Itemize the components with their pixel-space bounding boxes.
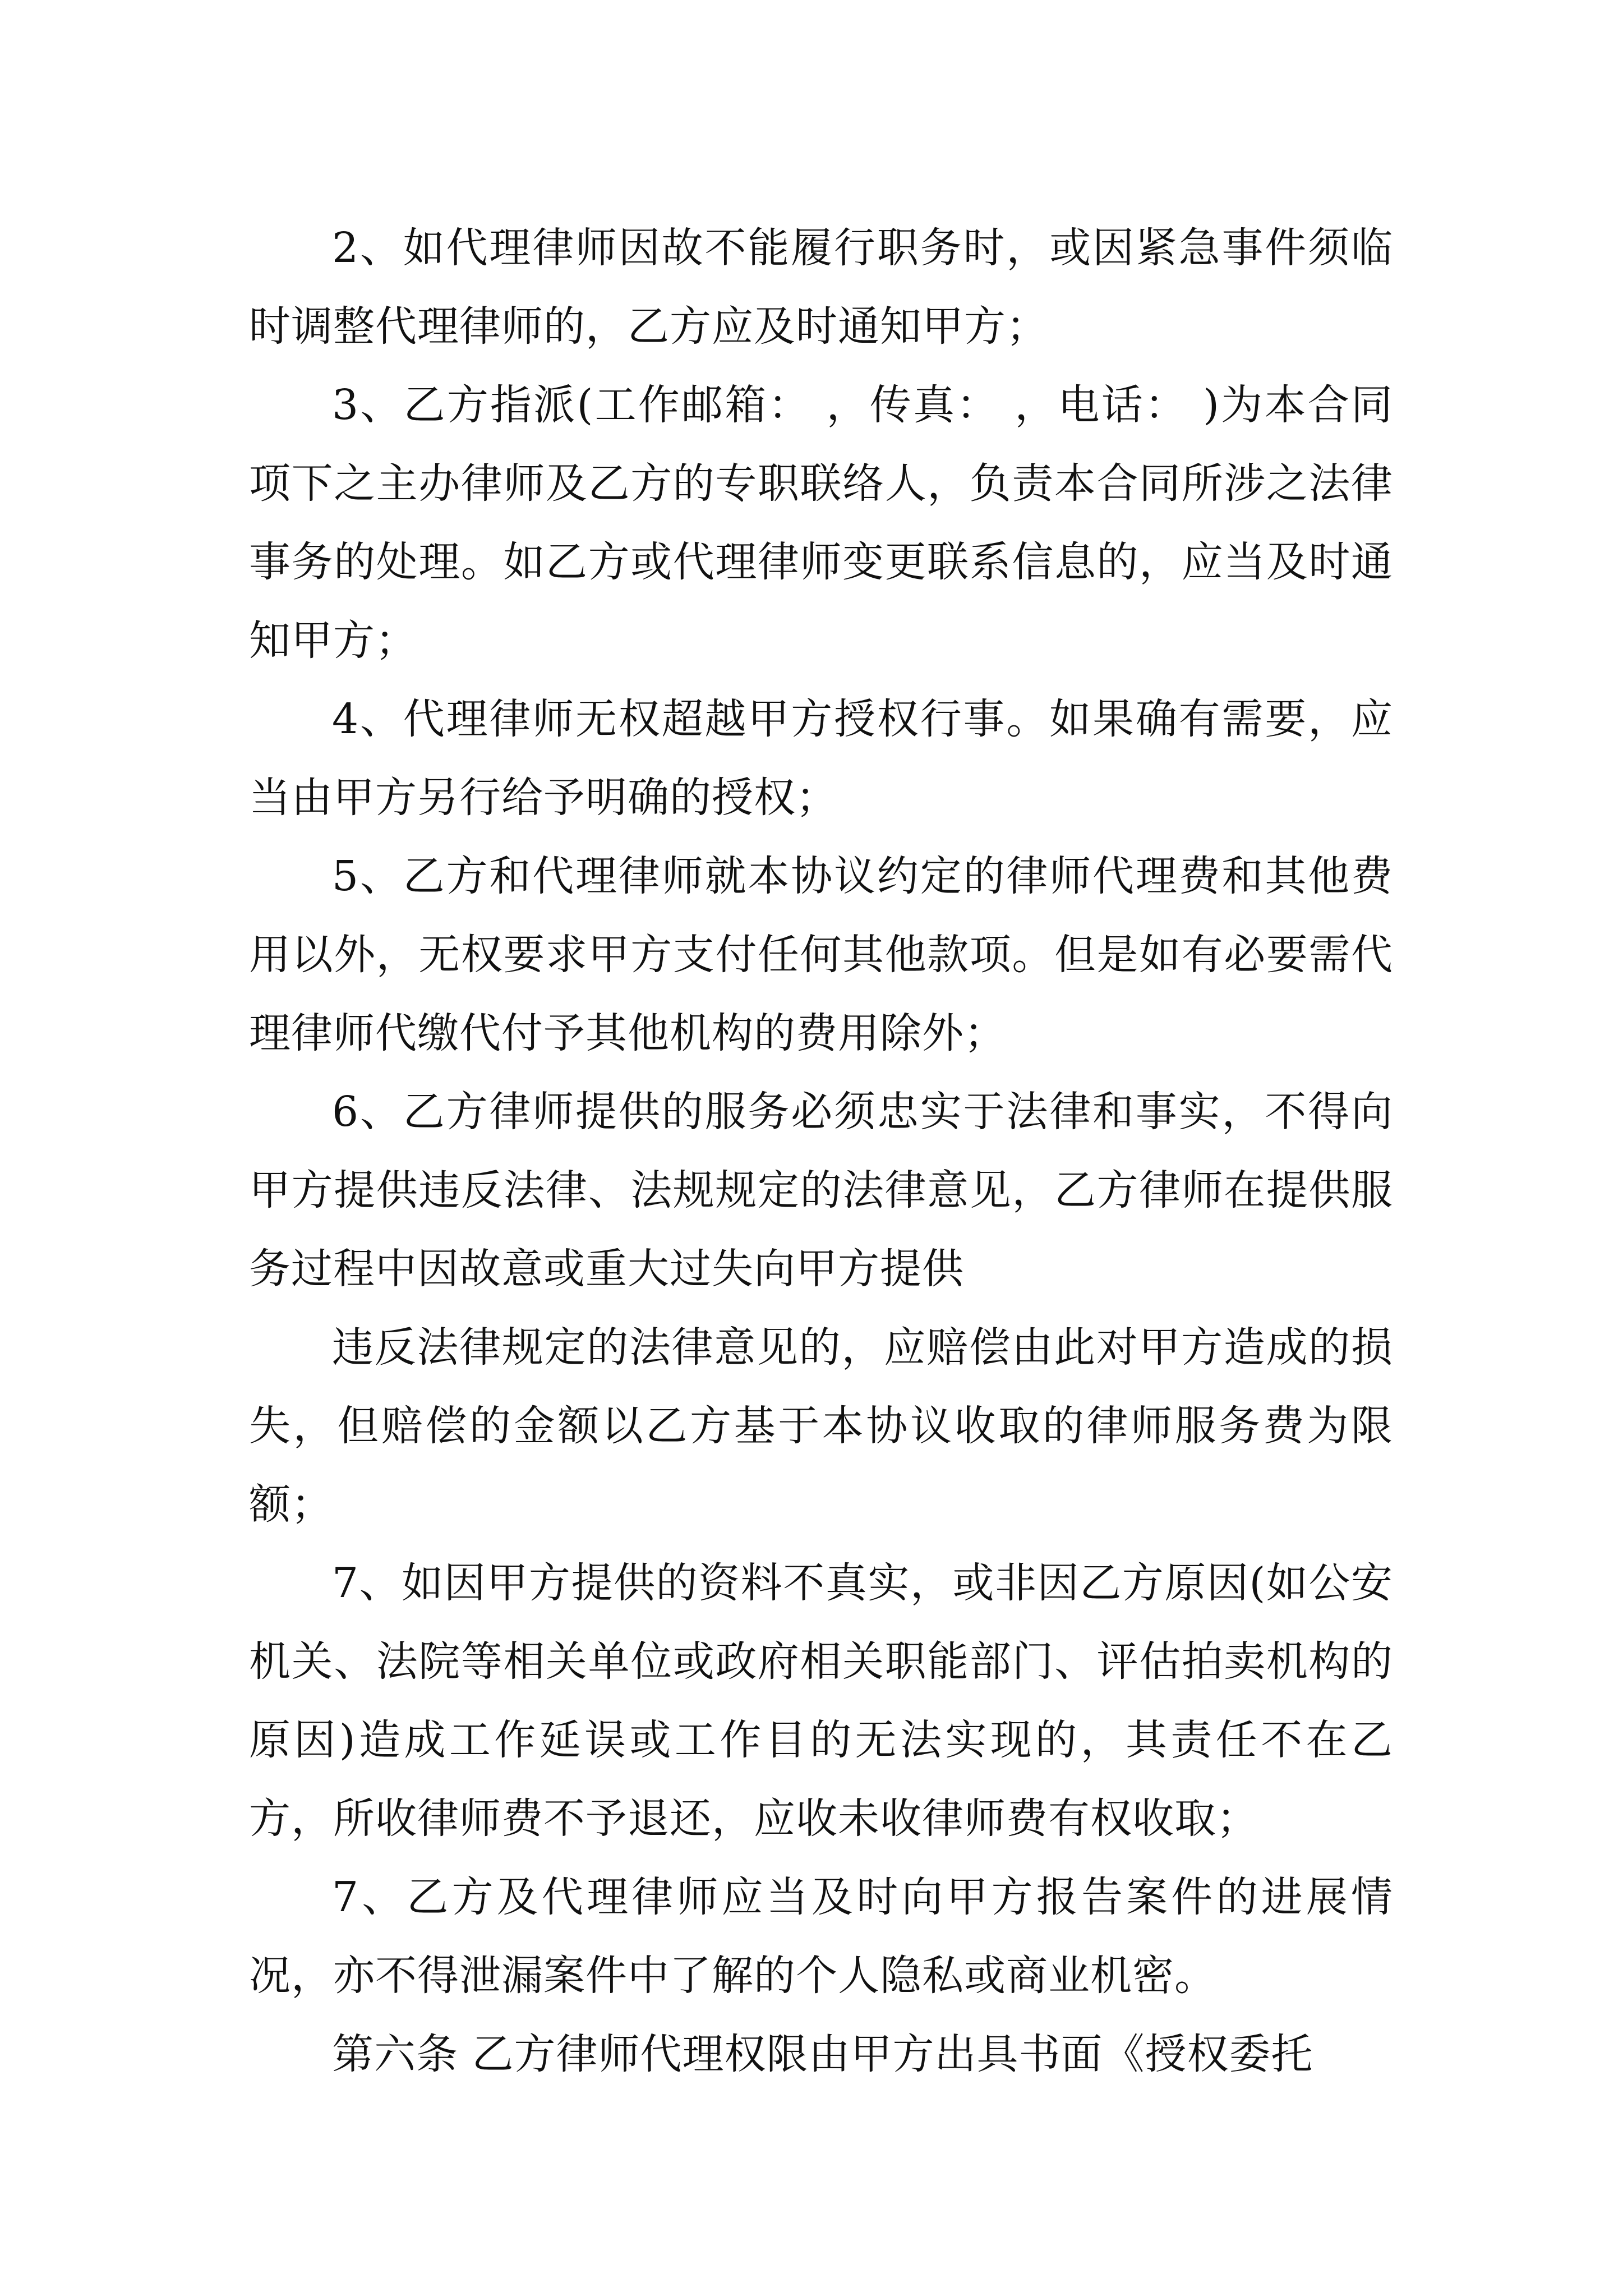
paragraph-clause-7a: 7、如因甲方提供的资料不真实，或非因乙方原因(如公安机关、法院等相关单位或政府相关职能部门、评估拍卖机构的原因)造成工作延误或工作目的无法实现的，其责任不在乙方，所收律师费不予退还，应收未收律师费有权收取； [249,1559,1393,1843]
paragraph-clause-3: 3、乙方指派(工作邮箱： ，传真： ，电话： )为本合同项下之主办律师及乙方的专职联络人，负责本合同所涉之法律事务的处理。如乙方或代理律师变更联系信息的，应当及时通知甲方； [249,381,1393,665]
paragraph-clause-4: 4、代理律师无权超越甲方授权行事。如果确有需要，应当由甲方另行给予明确的授权； [249,695,1393,822]
paragraph-article-6: 第六条 乙方律师代理权限由甲方出具书面《授权委托 [332,2030,1313,2078]
document-body [249,209,1393,2093]
paragraph-clause-2: 2、如代理律师因故不能履行职务时，或因紧急事件须临时调整代理律师的，乙方应及时通知甲方； [249,224,1393,351]
paragraph-clause-6-continued: 违反法律规定的法律意见的，应赔偿由此对甲方造成的损失，但赔偿的金额以乙方基于本协议收取的律师服务费为限额； [249,1323,1393,1529]
paragraph-clause-5: 5、乙方和代理律师就本协议约定的律师代理费和其他费用以外，无权要求甲方支付任何其他款项。但是如有必要需代理律师代缴代付予其他机构的费用除外； [249,852,1393,1057]
paragraph-clause-6: 6、乙方律师提供的服务必须忠实于法律和事实，不得向甲方提供违反法律、法规规定的法律意见，乙方律师在提供服务过程中因故意或重大过失向甲方提供 [249,1088,1393,1293]
paragraph-clause-7b: 7、乙方及代理律师应当及时向甲方报告案件的进展情况，亦不得泄漏案件中了解的个人隐私或商业机密。 [249,1873,1393,2000]
